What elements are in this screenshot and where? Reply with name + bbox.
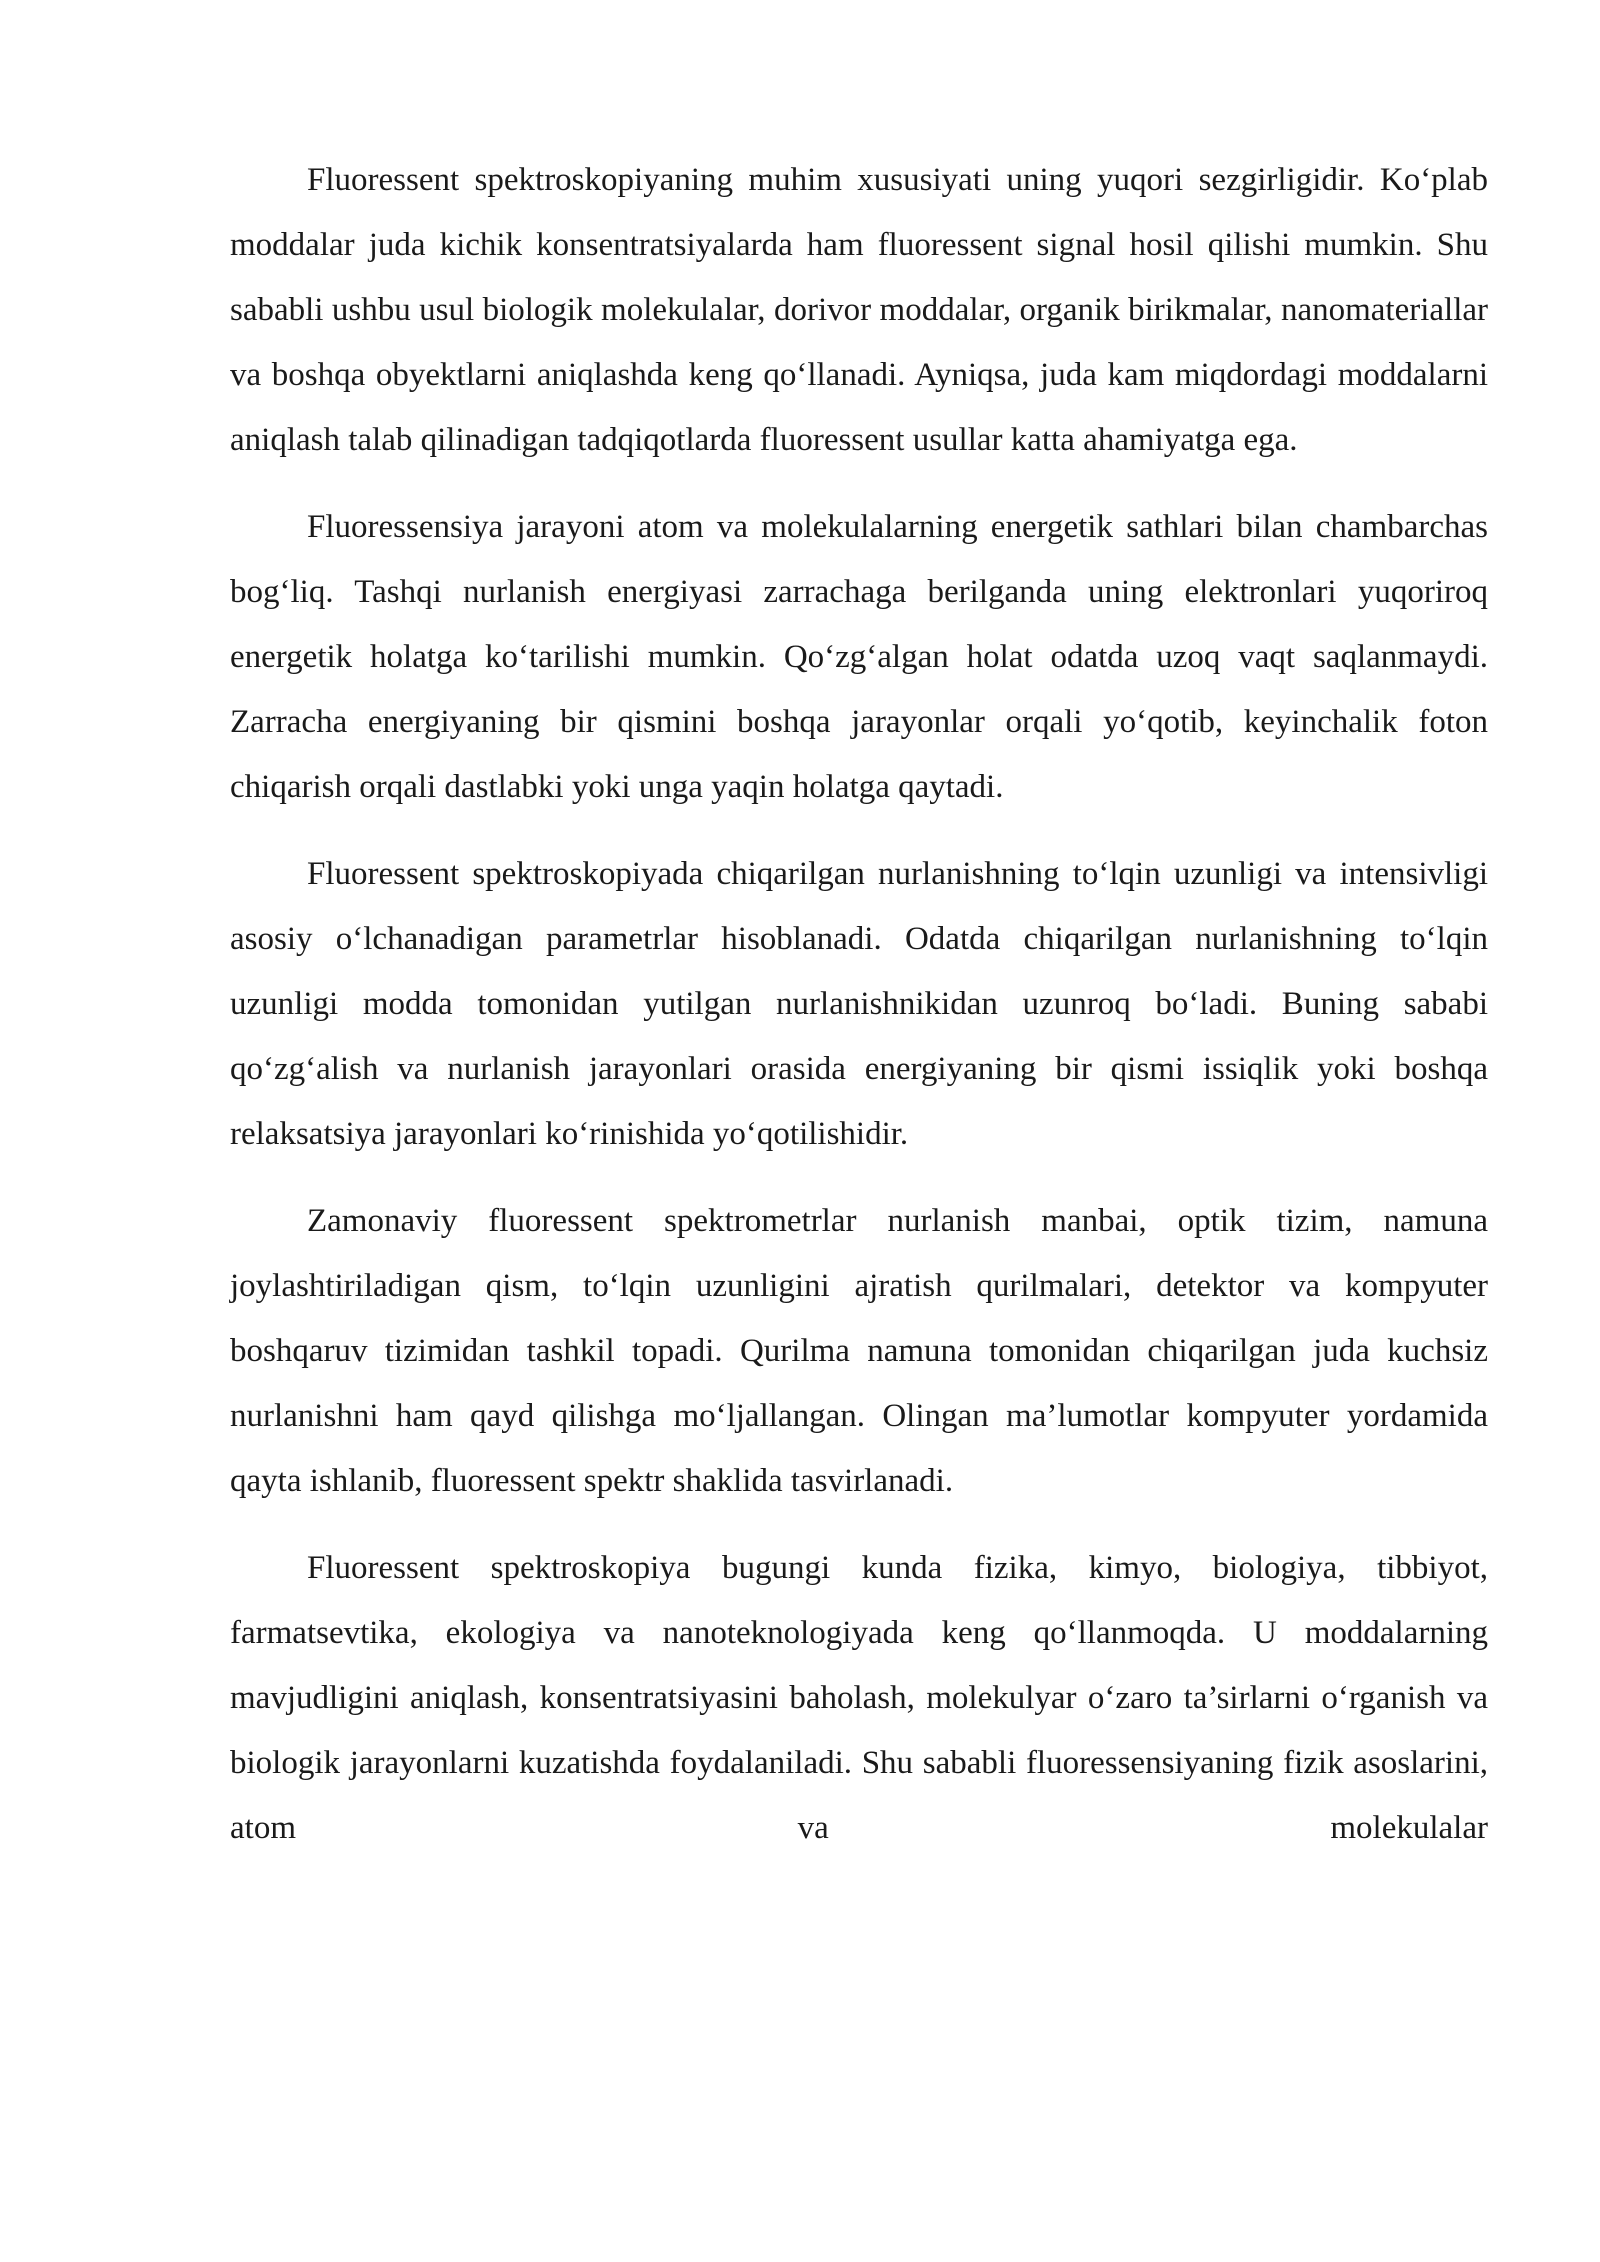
paragraph-3: Fluoressent spektroskopiyada chiqarilgan nurlanishning to‘lqin uzunligi va intensivligi asosiy o‘lchanadigan parametrlar hisoblanadi. Odatda chiqarilgan nurlanishning to‘lqin uzunligi modda tomonidan yutilgan nurlanishnikidan uzunroq bo‘ladi. Buning sababi qo‘zg‘alish va nurlanish jarayonlari orasida energiyaning bir qismi issiqlik yoki boshqa relaksatsiya jarayonlari ko‘rinishida yo‘qotilishidir. — [230, 856, 1488, 1152]
document-body — [230, 148, 1488, 1883]
paragraph-4: Zamonaviy fluoressent spektrometrlar nurlanish manbai, optik tizim, namuna joylashtiriladigan qism, to‘lqin uzunligini ajratish qurilmalari, detektor va kompyuter boshqaruv tizimidan tashkil topadi. Qurilma namuna tomonidan chiqarilgan juda kuchsiz nurlanishni ham qayd qilishga mo‘ljallangan. Olingan ma’lumotlar kompyuter yordamida qayta ishlanib, fluoressent spektr shaklida tasvirlanadi. — [230, 1203, 1488, 1499]
paragraph-5: Fluoressent spektroskopiya bugungi kunda fizika, kimyo, biologiya, tibbiyot, farmatsevtika, ekologiya va nanoteknologiyada keng qo‘llanmoqda. U moddalarning mavjudligini aniqlash, konsentratsiyasini baholash, molekulyar o‘zaro ta’sirlarni o‘rganish va biologik jarayonlarni kuzatishda foydalaniladi. Shu sababli fluoressensiyaning fizik asoslarini, atom va molekulalar — [230, 1550, 1488, 1846]
paragraph-1: Fluoressent spektroskopiyaning muhim xususiyati uning yuqori sezgirligidir. Ko‘plab moddalar juda kichik konsentratsiyalarda ham fluoressent signal hosil qilishi mumkin. Shu sababli ushbu usul biologik molekulalar, dorivor moddalar, organik birikmalar, nanomateriallar va boshqa obyektlarni aniqlashda keng qo‘llanadi. Ayniqsa, juda kam miqdordagi moddalarni aniqlash talab qilinadigan tadqiqotlarda fluoressent usullar katta ahamiyatga ega. — [230, 162, 1488, 458]
paragraph-2: Fluoressensiya jarayoni atom va molekulalarning energetik sathlari bilan chambarchas bog‘liq. Tashqi nurlanish energiyasi zarrachaga berilganda uning elektronlari yuqoriroq energetik holatga ko‘tarilishi mumkin. Qo‘zg‘algan holat odatda uzoq vaqt saqlanmaydi. Zarracha energiyaning bir qismini boshqa jarayonlar orqali yo‘qotib, keyinchalik foton chiqarish orqali dastlabki yoki unga yaqin holatga qaytadi. — [230, 509, 1488, 805]
